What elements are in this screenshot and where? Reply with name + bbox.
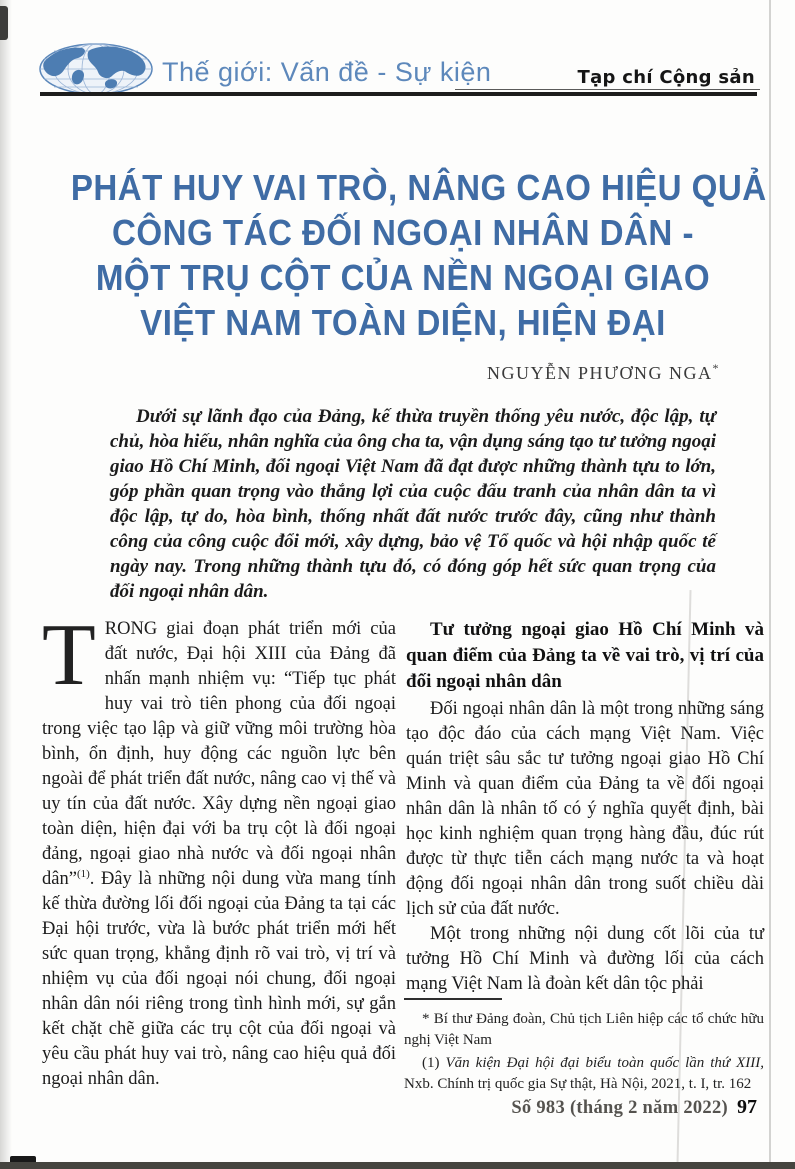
page-footer <box>511 1096 757 1119</box>
left-column <box>42 607 396 1092</box>
issue-info: Số 983 (tháng 2 năm 2022) <box>511 1098 728 1118</box>
section-title: Thế giới: Vấn đề - Sự kiện <box>162 57 492 87</box>
left-paragraph-end: . Đây là những nội dung vừa mang tính kế thừa đường lối đối ngoại của Đảng ta tại các Đại hội trước, vừa là bước phát triển mới hết sức quan trọng, khẳng định rõ vai trò, vị trí và nhiệm vụ của đối ngoại nói chung, đối ngoại nhân dân nói riêng trong tình hình mới, sự gắn kết chặt chẽ giữa các trụ cột của đối ngoại và yêu cầu phát huy vai trò, nâng cao hiệu quả đối ngoại nhân dân. <box>42 869 396 1089</box>
journal-name: Tạp chí Cộng sản <box>577 67 755 88</box>
title-line-3: MỘT TRỤ CỘT CỦA NỀN NGOẠI GIAO <box>95 257 711 298</box>
title-line-4: VIỆT NAM TOÀN DIỆN, HIỆN ĐẠI <box>140 302 666 343</box>
right-paragraph-1: Đối ngoại nhân dân là một trong những sáng tạo độc đáo của cách mạng Việt Nam. Việc quán triệt sâu sắc tư tưởng ngoại giao Hồ Chí Minh và quan điểm của Đảng ta về đối ngoại nhân dân là nhân tố có ý nghĩa quyết định, bài học kinh nghiệm quan trọng hàng đầu, đúc rút được từ thực tiễn cách mạng nước ta và hoạt động đối ngoại nhân dân trong suốt chiều dài lịch sử của đất nước. <box>406 699 764 919</box>
right-paragraph-2: Một trong những nội dung cốt lõi của tư tưởng Hồ Chí Minh và đường lối của cách mạng Việt Nam là đoàn kết dân tộc phải <box>406 924 764 994</box>
abstract: Dưới sự lãnh đạo của Đảng, kế thừa truyền thống yêu nước, độc lập, tự chủ, hòa hiếu, nhân nghĩa của ông cha ta, vận dụng sáng tạo tư tưởng ngoại giao Hồ Chí Minh, đối ngoại Việt Nam đã đạt được những thành tựu to lớn, góp phần quan trọng vào thắng lợi của cuộc đấu tranh của nhân dân ta vì độc lập, tự do, hòa bình, thống nhất đất nước trước đây, cũng như thành công của công cuộc đổi mới, xây dựng, bảo vệ Tổ quốc và hội nhập quốc tế ngày nay. Trong những thành tựu đó, có đóng góp hết sức quan trọng của đối ngoại nhân dân. <box>110 406 716 602</box>
drop-cap: T <box>42 607 96 704</box>
section-heading: Tư tưởng ngoại giao Hồ Chí Minh và quan điểm của Đảng ta về vai trò, vị trí của đối ngoại nhân dân <box>406 619 764 692</box>
left-paragraph <box>42 607 396 1092</box>
scan-edge-left-shadow <box>0 0 12 1169</box>
scan-edge-right-line <box>769 0 771 1169</box>
left-paragraph-start: RONG giai đoạn phát triển mới của đất nước, Đại hội XIII của Đảng đã nhấn mạnh nhiệm vụ: “Tiếp tục phát huy vai trò tiên phong của đối ngoại trong việc tạo lập và giữ vững môi trường hòa bình, ổn định, huy động các nguồn lực bên ngoài để phát triển đất nước, nâng cao vị thế và uy tín của đất nước. Xây dựng nền ngoại giao toàn diện, hiện đại với ba trụ cột là đối ngoại đảng, ngoại giao nhà nước và đối ngoại nhân dân” <box>42 619 396 889</box>
footnote-1 <box>404 1053 764 1094</box>
author-byline <box>42 361 764 384</box>
title-line-2: CÔNG TÁC ĐỐI NGOẠI NHÂN DÂN - <box>112 212 694 253</box>
footnote-1-rest: Nxb. Chính trị quốc gia Sự thật, Hà Nội, 2021, t. I, tr. 162 <box>404 1075 752 1092</box>
scan-edge-bottom <box>0 1162 795 1169</box>
article <box>42 0 767 1092</box>
footnotes-block <box>404 998 764 1097</box>
footnote-separator <box>404 998 502 1000</box>
author-name: NGUYỄN PHƯƠNG NGA <box>487 363 713 383</box>
footnote-1-number: (1) <box>422 1055 446 1071</box>
title-line-1: PHÁT HUY VAI TRÒ, NÂNG CAO HIỆU QUẢ <box>70 167 767 208</box>
footnote-1-title: Văn kiện Đại hội đại biểu toàn quốc lần thứ XIII, <box>445 1055 765 1071</box>
page-number: 97 <box>737 1096 757 1118</box>
author-footnote-mark: * <box>712 361 720 375</box>
footnote-ref-1: (1) <box>76 867 90 880</box>
footnote-author: * Bí thư Đảng đoàn, Chủ tịch Liên hiệp các tổ chức hữu nghị Việt Nam <box>404 1011 764 1048</box>
article-title <box>42 165 767 345</box>
